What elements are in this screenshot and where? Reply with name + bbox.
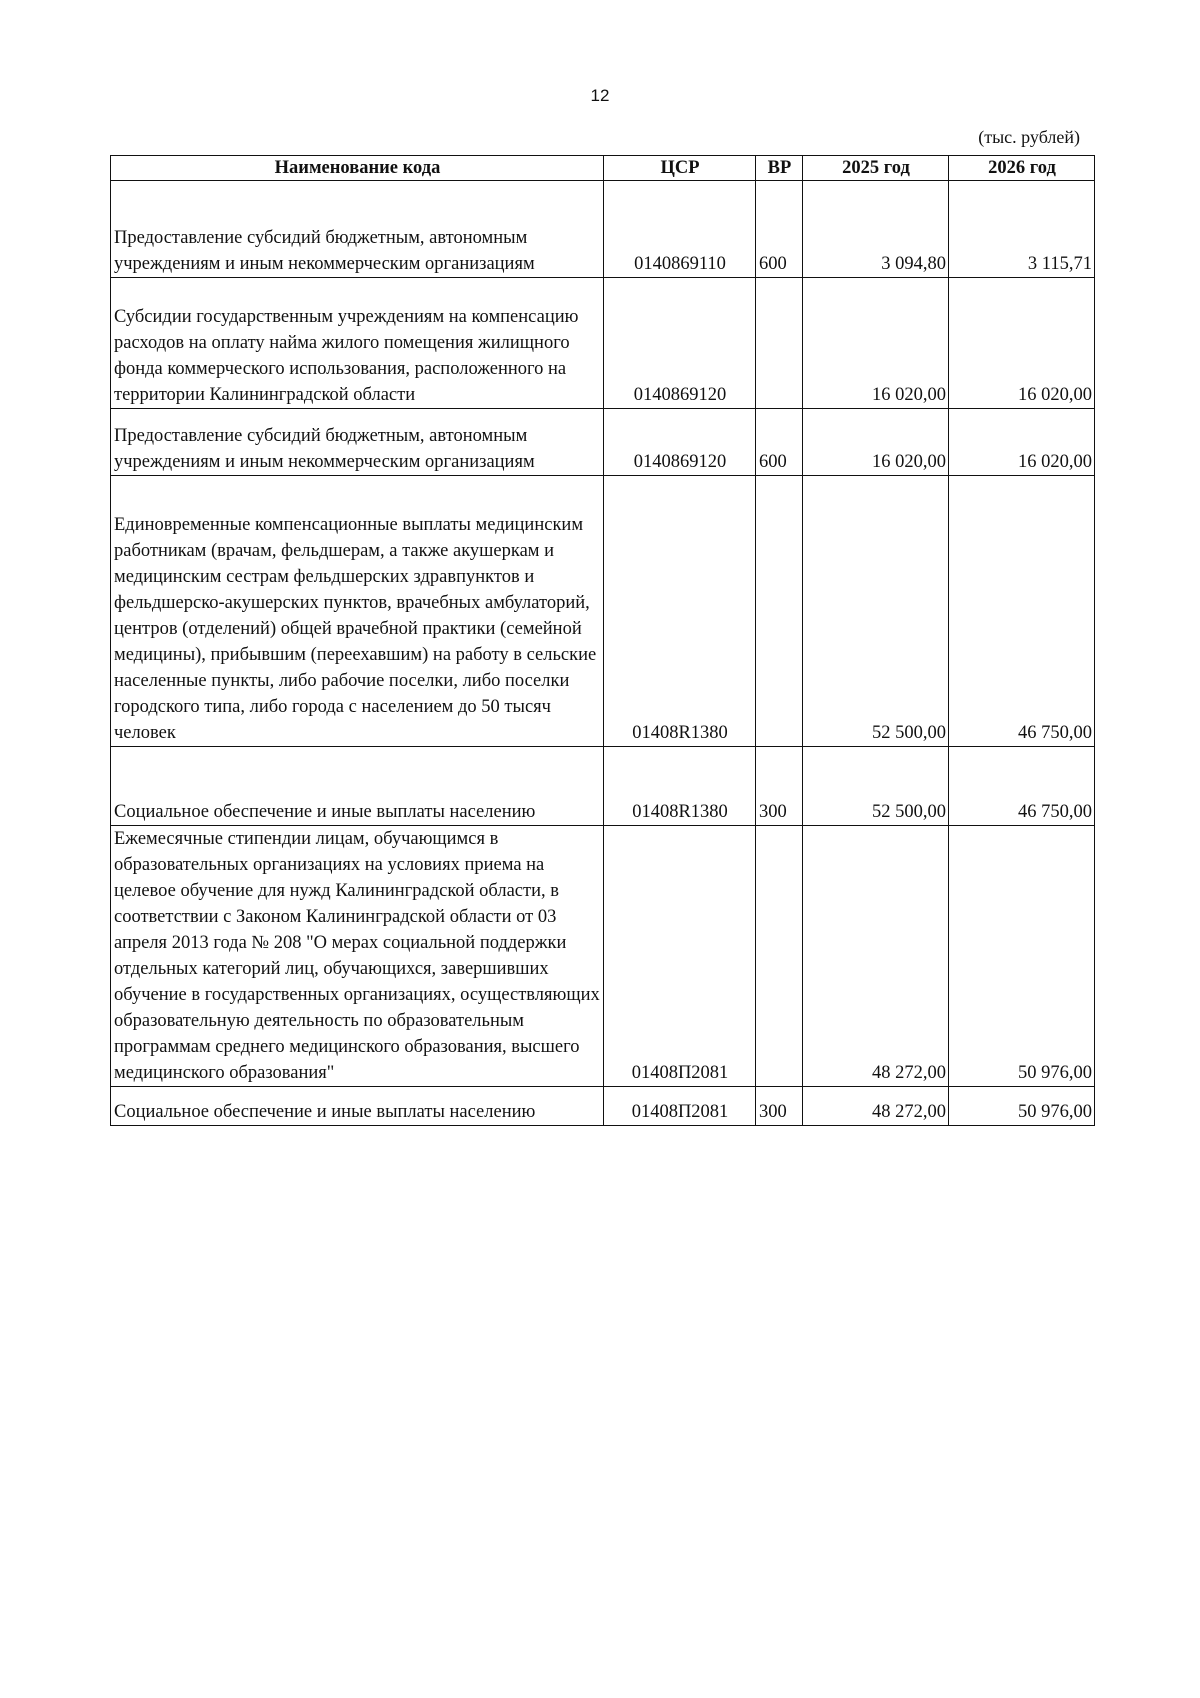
page-number: 12 [590, 86, 610, 105]
table-row [111, 1087, 1095, 1126]
table-row [111, 826, 1095, 1087]
row-name-text: Социальное обеспечение и иные выплаты населению [114, 802, 536, 822]
row-name-text: Предоставление субсидий бюджетным, автономным учреждениям и иным некоммерческим организациям [114, 426, 535, 472]
row-year-2025: 48 272,00 [803, 826, 949, 1087]
row-name [111, 476, 604, 747]
row-csr: 0140869110 [604, 181, 756, 278]
row-vr [756, 278, 803, 409]
budget-table [110, 155, 1095, 1126]
row-name [111, 747, 604, 826]
row-name [111, 409, 604, 476]
row-csr: 01408П2081 [604, 826, 756, 1087]
row-name [111, 181, 604, 278]
row-vr: 600 [756, 409, 803, 476]
row-csr: 01408R1380 [604, 747, 756, 826]
row-csr: 01408П2081 [604, 1087, 756, 1126]
row-year-2026: 50 976,00 [949, 826, 1095, 1087]
row-year-2025: 52 500,00 [803, 747, 949, 826]
row-year-2025: 16 020,00 [803, 278, 949, 409]
row-year-2026: 46 750,00 [949, 476, 1095, 747]
header-csr: ЦСР [604, 156, 756, 181]
row-vr [756, 476, 803, 747]
row-year-2025: 3 094,80 [803, 181, 949, 278]
table-row [111, 747, 1095, 826]
row-name-text: Предоставление субсидий бюджетным, автономным учреждениям и иным некоммерческим организациям [114, 228, 535, 274]
row-name [111, 278, 604, 409]
row-year-2026: 46 750,00 [949, 747, 1095, 826]
units-label: (тыс. рублей) [978, 127, 1080, 147]
row-year-2026: 3 115,71 [949, 181, 1095, 278]
row-name [111, 826, 604, 1087]
row-csr: 01408R1380 [604, 476, 756, 747]
row-vr: 300 [756, 747, 803, 826]
row-csr: 0140869120 [604, 278, 756, 409]
header-year-2026: 2026 год [949, 156, 1095, 181]
header-year-2025: 2025 год [803, 156, 949, 181]
row-year-2025: 48 272,00 [803, 1087, 949, 1126]
row-name-text: Единовременные компенсационные выплаты медицинским работникам (врачам, фельдшерам, а также акушеркам и медицинским сестрам фельдшерских здравпунктов и фельдшерско-акушерских пунктов, врачебных амбулаторий, центров (отделений) общей врачебной практики (семейной медицины), прибывшим (переехавшим) на работу в сельские населенные пункты, либо рабочие поселки, либо поселки городского типа, либо города с населением до 50 тысяч человек [114, 515, 597, 743]
header-vr: ВР [756, 156, 803, 181]
row-vr: 300 [756, 1087, 803, 1126]
header-name: Наименование кода [111, 156, 604, 181]
table-row [111, 409, 1095, 476]
table-row [111, 278, 1095, 409]
table-row [111, 181, 1095, 278]
row-year-2025: 52 500,00 [803, 476, 949, 747]
table-row [111, 476, 1095, 747]
row-csr: 0140869120 [604, 409, 756, 476]
row-vr: 600 [756, 181, 803, 278]
row-name [111, 1087, 604, 1126]
row-year-2025: 16 020,00 [803, 409, 949, 476]
table-header-row [111, 156, 1095, 181]
row-name-text: Субсидии государственным учреждениям на компенсацию расходов на оплату найма жилого помещения жилищного фонда коммерческого использования, расположенного на территории Калининградской области [114, 307, 579, 405]
row-year-2026: 50 976,00 [949, 1087, 1095, 1126]
row-name-text: Ежемесячные стипендии лицам, обучающимся в образовательных организациях на условиях приема на целевое обучение для нужд Калининградской области, в соответствии с Законом Калининградской области от 03 апреля 2013 года № 208 "О мерах социальной поддержки отдельных категорий лиц, обучающихся, завершивших обучение в государственных организациях, осуществляющих образовательную деятельность по образовательным программам среднего медицинского образования, высшего медицинского образования" [114, 829, 600, 1083]
row-vr [756, 826, 803, 1087]
row-year-2026: 16 020,00 [949, 409, 1095, 476]
row-year-2026: 16 020,00 [949, 278, 1095, 409]
row-name-text: Социальное обеспечение и иные выплаты населению [114, 1102, 536, 1122]
